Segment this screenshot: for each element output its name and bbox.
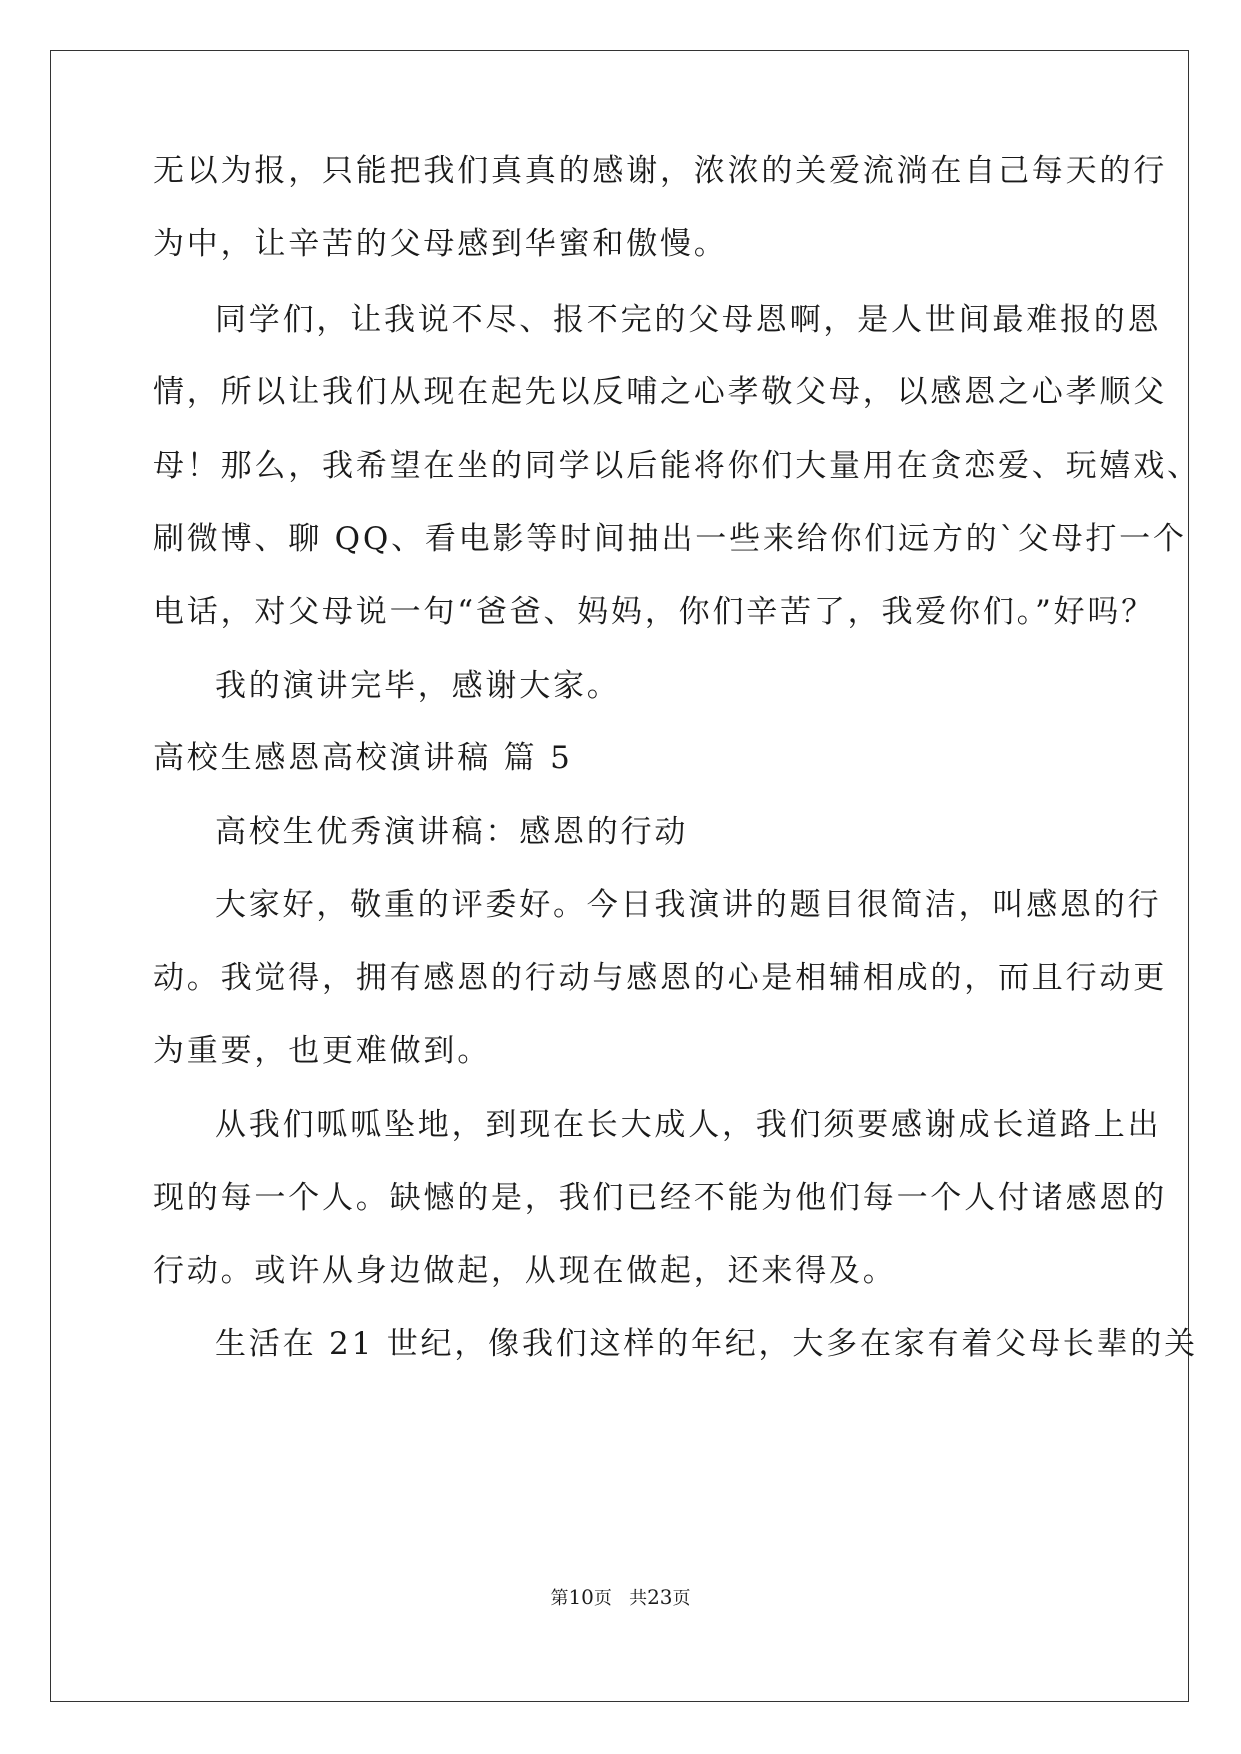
text-line: 为重要，也更难做到。 — [153, 1033, 491, 1069]
text-line: 我的演讲完毕，感谢大家。 — [215, 668, 621, 704]
text-line: 现的每一个人。缺憾的是，我们已经不能为他们每一个人付诸感恩的 — [153, 1180, 1167, 1216]
text-line: 生活在 21 世纪，像我们这样的年纪，大多在家有着父母长辈的关 — [215, 1326, 1198, 1362]
text-line: 情，所以让我们从现在起先以反哺之心孝敬父母，以感恩之心孝顺父 — [153, 374, 1167, 410]
text-line: 刷微博、聊 QQ、看电影等时间抽出一些来给你们远方的`父母打一个 — [153, 521, 1187, 557]
text-line: 从我们呱呱坠地，到现在长大成人，我们须要感谢成长道路上出 — [215, 1107, 1162, 1143]
text-line: 为中，让辛苦的父母感到华蜜和傲慢。 — [153, 226, 728, 262]
section-heading: 高校生感恩高校演讲稿 篇 5 — [153, 740, 573, 776]
text-line: 同学们，让我说不尽、报不完的父母恩啊，是人世间最难报的恩 — [215, 302, 1162, 338]
text-line: 电话，对父母说一句“爸爸、妈妈，你们辛苦了，我爱你们。”好吗？ — [153, 594, 1155, 630]
footer-total-prefix: 共 — [629, 1588, 648, 1609]
text-line: 无以为报，只能把我们真真的感谢，浓浓的关爱流淌在自己每天的行 — [153, 153, 1167, 189]
speech-title: 高校生优秀演讲稿：感恩的行动 — [215, 814, 689, 850]
page-footer — [0, 1584, 1241, 1610]
footer-total-suffix: 页 — [672, 1588, 691, 1609]
text-line: 大家好，敬重的评委好。今日我演讲的题目很简洁，叫感恩的行 — [215, 887, 1162, 923]
text-line: 母！那么，我希望在坐的同学以后能将你们大量用在贪恋爱、玩嬉戏、 — [153, 448, 1201, 484]
current-page-number: 10 — [568, 1585, 594, 1609]
page-border — [50, 50, 1189, 1702]
footer-page-suffix: 页 — [593, 1588, 612, 1609]
text-line: 行动。或许从身边做起，从现在做起，还来得及。 — [153, 1253, 897, 1289]
text-line: 动。我觉得，拥有感恩的行动与感恩的心是相辅相成的，而且行动更 — [153, 960, 1167, 996]
footer-prefix: 第 — [550, 1588, 569, 1609]
total-page-count: 23 — [647, 1585, 673, 1609]
